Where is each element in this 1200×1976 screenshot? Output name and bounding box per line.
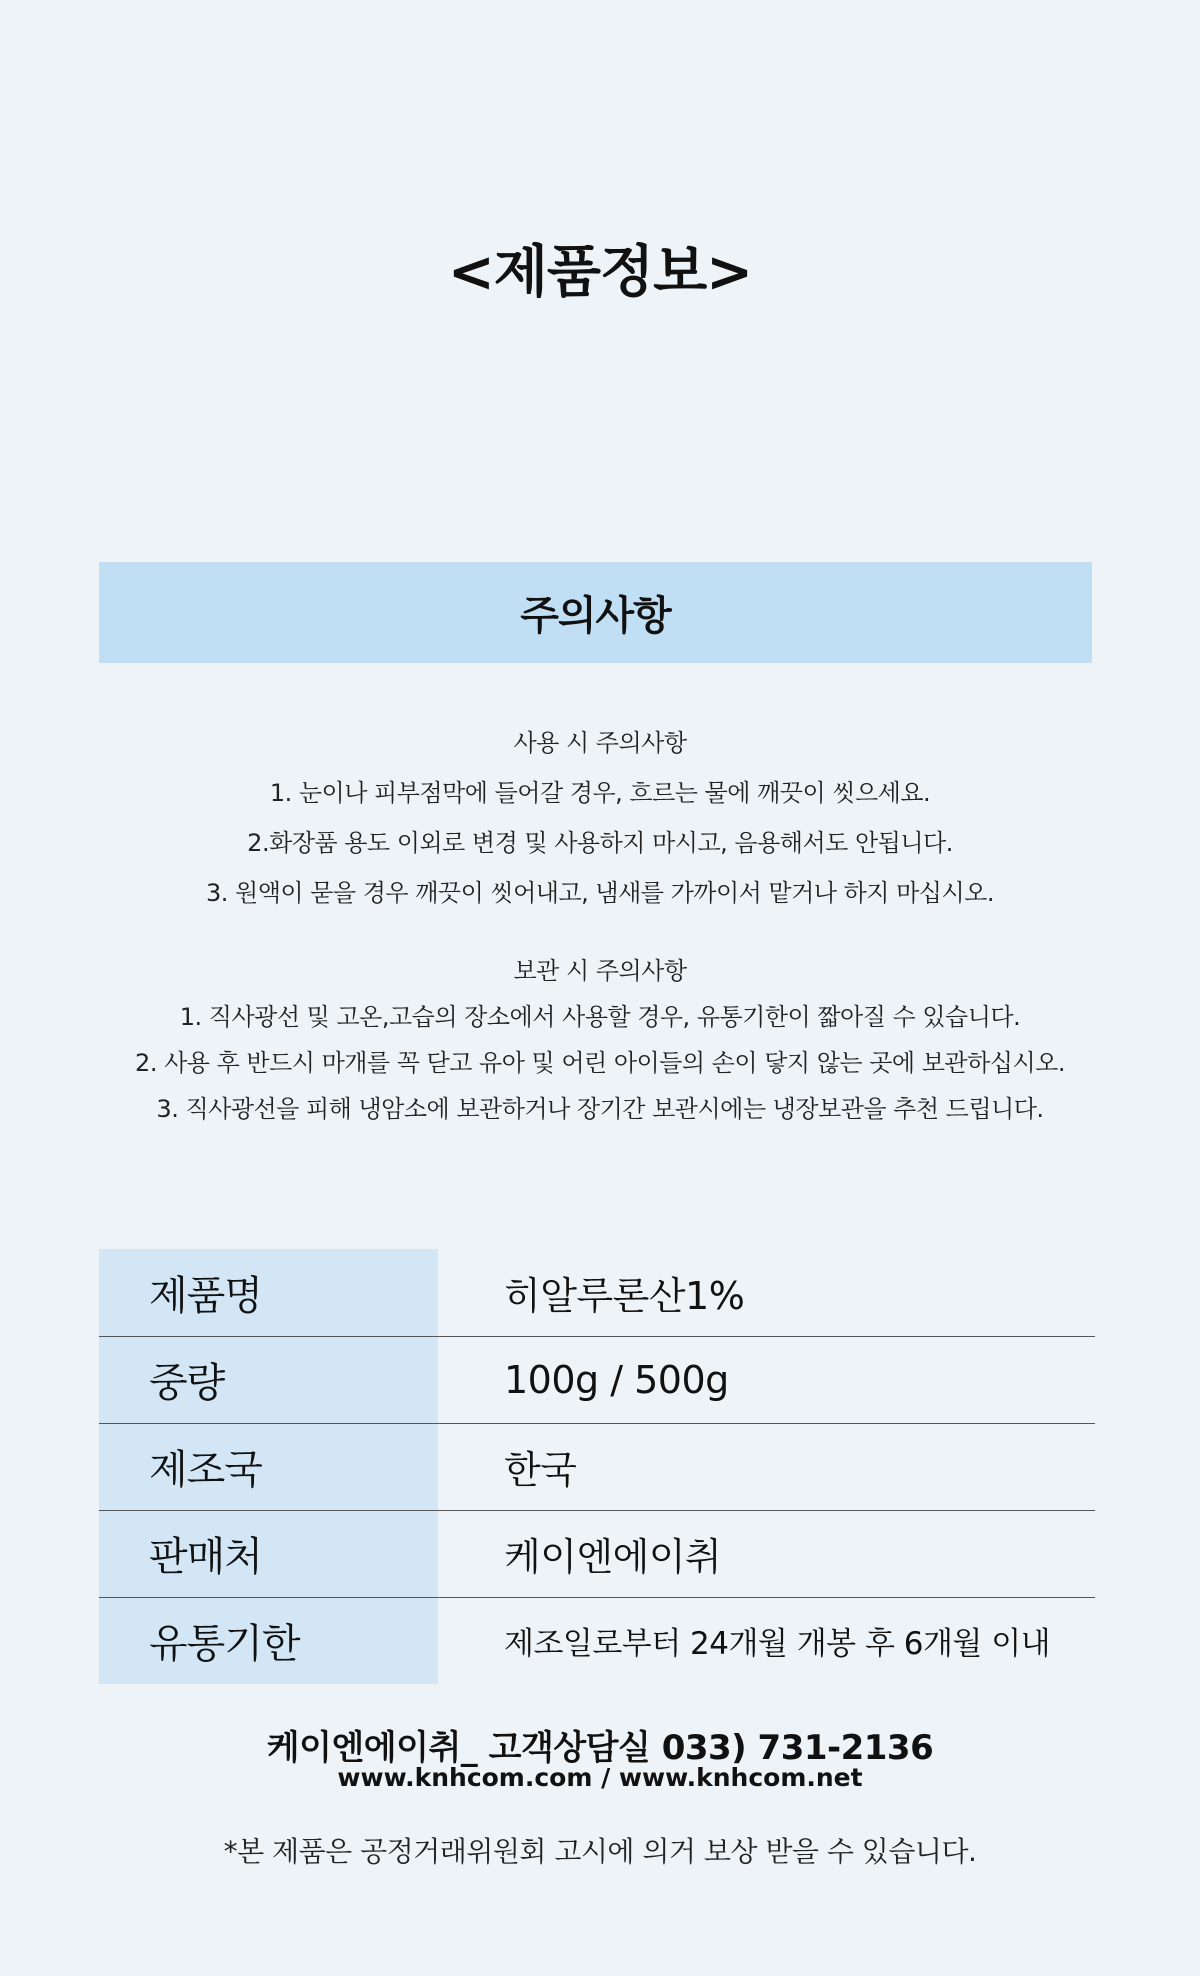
product-name-label: 제품명	[99, 1249, 438, 1336]
origin-value: 한국	[438, 1423, 1095, 1510]
storage-caution-item: 3. 직사광선을 피해 냉암소에 보관하거나 장기간 보관시에는 냉장보관을 추천 드립니다.	[156, 1095, 1044, 1123]
page-title: <제품정보>	[447, 240, 753, 305]
storage-cautions	[0, 948, 1200, 1132]
usage-cautions	[0, 718, 1200, 918]
origin-label: 제조국	[99, 1423, 438, 1510]
caution-header	[99, 562, 1092, 663]
product-name-value: 히알루론산1%	[504, 1273, 745, 1318]
storage-cautions-title: 보관 시 주의사항	[513, 957, 687, 985]
table-row	[99, 1597, 1095, 1684]
table-row	[99, 1423, 1095, 1510]
compensation-notice: *본 제품은 공정거래위원회 고시에 의거 보상 받을 수 있습니다.	[223, 1835, 977, 1868]
usage-cautions-title: 사용 시 주의사항	[513, 729, 687, 757]
storage-caution-item: 1. 직사광선 및 고온,고습의 장소에서 사용할 경우, 유통기한이 짧아질 수 있습니다.	[179, 1003, 1021, 1031]
seller-label: 판매처	[99, 1510, 438, 1597]
usage-caution-item: 1. 눈이나 피부점막에 들어갈 경우, 흐르는 물에 깨끗이 씻으세요.	[269, 779, 931, 807]
usage-caution-item: 2.화장품 용도 이외로 변경 및 사용하지 마시고, 음용해서도 안됩니다.	[247, 829, 953, 857]
table-row	[99, 1510, 1095, 1597]
caution-heading: 주의사항	[520, 593, 671, 639]
seller-value: 케이엔에이취	[438, 1510, 1095, 1597]
expiry-label: 유통기한	[99, 1597, 438, 1684]
table-row	[99, 1249, 1095, 1336]
website-urls: www.knhcom.com / www.knhcom.net	[337, 1763, 863, 1792]
product-info-table	[99, 1249, 1095, 1684]
storage-caution-item: 2. 사용 후 반드시 마개를 꼭 닫고 유아 및 어린 아이들의 손이 닿지 않는 곳에 보관하십시오.	[135, 1049, 1065, 1077]
customer-service-contact: 케이엔에이취_ 고객상담실 033) 731-2136	[266, 1728, 934, 1768]
weight-label: 중량	[99, 1336, 438, 1423]
usage-caution-item: 3. 원액이 묻을 경우 깨끗이 씻어내고, 냄새를 가까이서 맡거나 하지 마십시오.	[206, 879, 994, 907]
expiry-value: 제조일로부터 24개월 개봉 후 6개월 이내	[438, 1597, 1095, 1684]
table-row	[99, 1336, 1095, 1423]
weight-value: 100g / 500g	[438, 1336, 1095, 1423]
